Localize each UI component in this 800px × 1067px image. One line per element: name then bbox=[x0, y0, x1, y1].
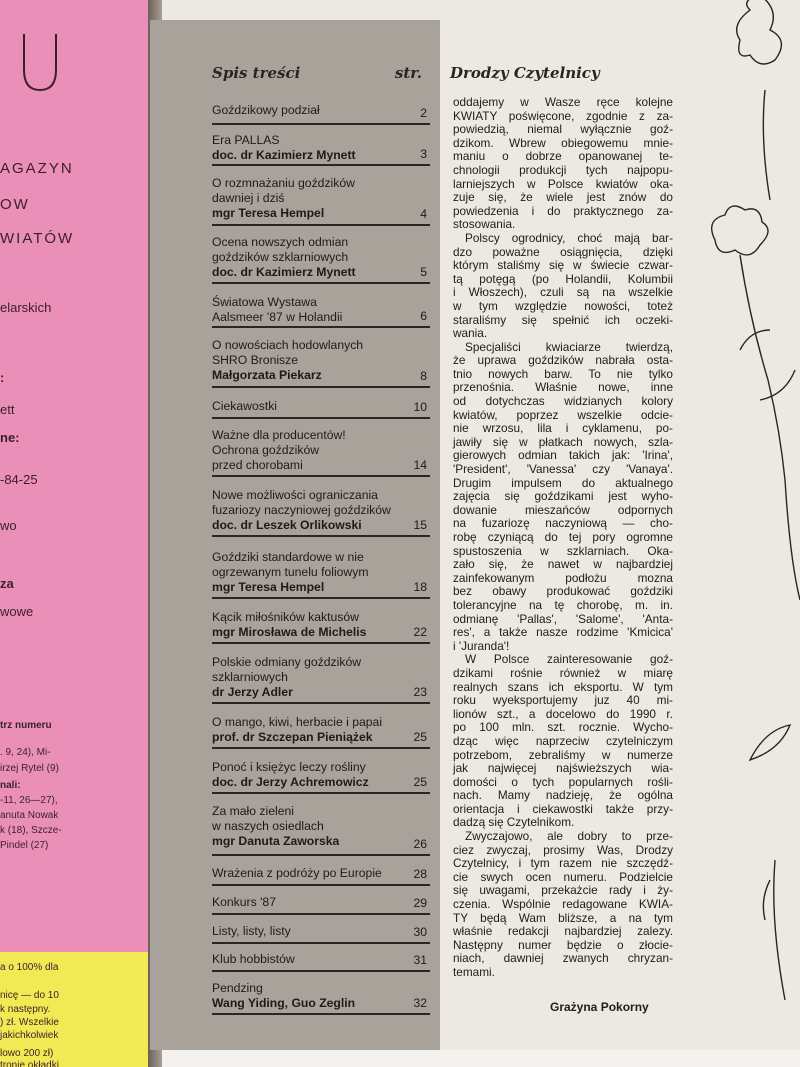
toc-entry bbox=[212, 488, 430, 537]
toc-entry-title: Ponoć i księżyc leczy rośliny bbox=[212, 760, 366, 774]
toc-entry-author: doc. dr Kazimierz Mynett bbox=[212, 148, 356, 162]
toc-entry-title: Za mało zieleni bbox=[212, 804, 294, 818]
toc-page-label: str. bbox=[394, 64, 422, 82]
toc-entry-author: Wang Yiding, Guo Zeglin bbox=[212, 996, 356, 1010]
toc-entry-page: 6 bbox=[420, 309, 427, 323]
toc-entry-page: 23 bbox=[413, 685, 427, 699]
letter-line: w tym względzie nowości, toteż bbox=[453, 298, 673, 313]
letter-line: nie wrzosu, lila i cyklamenu, po- bbox=[453, 421, 673, 436]
toc-entry-page: 30 bbox=[413, 925, 427, 939]
previous-page-line: k (18), Szcze- bbox=[0, 825, 62, 836]
toc-entry-title: fuzariozy naczyniowej goździków bbox=[212, 503, 391, 517]
toc-entry-page: 15 bbox=[413, 518, 427, 532]
toc-entry-page: 2 bbox=[420, 106, 427, 120]
toc-entry-page: 28 bbox=[413, 867, 427, 881]
letter-line: jawiły się w płatkach nowych, szla- bbox=[453, 434, 673, 449]
letter-line: spustoszenia w szklarniach. Oka- bbox=[453, 543, 673, 558]
letter-line: po 100 mln. szt. rocznie. Wycho- bbox=[453, 720, 673, 735]
logo-y-letter bbox=[20, 30, 60, 100]
toc-entry-title: Pendzing bbox=[212, 981, 263, 995]
next-spread-edge bbox=[162, 1050, 800, 1067]
letter-line: Następny numer będzie o złocie- bbox=[453, 937, 673, 952]
previous-page-line: elarskich bbox=[0, 300, 52, 315]
previous-page-line: ett bbox=[0, 402, 15, 417]
toc-entry bbox=[212, 866, 430, 886]
letter-line: KWIATY poświęcone, zgodnie z za- bbox=[453, 108, 673, 123]
letter-line: res', a także nasze rodzime 'Kmicica' bbox=[453, 625, 673, 640]
toc-entry bbox=[212, 428, 430, 477]
letter-line: czenia. Wspólnie redagowane KWIA- bbox=[453, 897, 673, 912]
letter-line: i 'Juranda'! bbox=[453, 638, 510, 653]
toc-entry-page: 5 bbox=[420, 265, 427, 279]
letter-line: zało się, że nawet w najbardziej bbox=[453, 557, 673, 572]
toc-entry bbox=[212, 103, 430, 125]
letter-line: tą potęgą (po Holandii, Kolumbii bbox=[453, 271, 673, 286]
previous-page-line: WIATÓW bbox=[0, 230, 75, 247]
letter-line: dzikom. Wbrew obiegowemu mnie- bbox=[453, 135, 673, 150]
toc-entry-title: SHRO Bronisze bbox=[212, 353, 299, 367]
toc-entry bbox=[212, 655, 430, 704]
toc-entry-title: Ważne dla producentów! bbox=[212, 428, 346, 442]
toc-entry-author: mgr Teresa Hempel bbox=[212, 206, 325, 220]
toc-entry bbox=[212, 133, 430, 166]
letter-line: że uprawa goździków nabrała osta- bbox=[453, 353, 673, 368]
previous-page-line: a o 100% dla bbox=[0, 962, 59, 973]
toc-entry-title: dawniej i dziś bbox=[212, 191, 285, 205]
toc-entry-page: 31 bbox=[413, 953, 427, 967]
toc-entry-author: mgr Mirosława de Michelis bbox=[212, 625, 367, 639]
toc-entry bbox=[212, 924, 430, 944]
letter-line: dowanie mieszańców odpornych bbox=[453, 502, 673, 517]
previous-page-line: nali: bbox=[0, 780, 21, 791]
letter-line: robę czyniącą do tej pory ogromne bbox=[453, 530, 673, 544]
letter-line: Polscy ogrodnicy, choć mają bar- bbox=[465, 230, 673, 245]
letter-line: Czytelnicy, i tym razem nie szczędź- bbox=[453, 856, 673, 871]
toc-entry-page: 26 bbox=[413, 837, 427, 851]
letter-line: gierowych odmian takich jak: 'Irina', bbox=[453, 448, 673, 463]
letter-line: odmianę 'Pallas', 'Salome', 'Anta- bbox=[453, 611, 673, 626]
toc-entry bbox=[212, 952, 430, 972]
previous-page-line: wo bbox=[0, 518, 17, 533]
toc-entry-page: 8 bbox=[420, 369, 427, 383]
letter-line: od dotychczas widzianych kolory bbox=[453, 394, 673, 409]
letter-line: dzo poważne osiągnięcia, dzięki bbox=[453, 244, 673, 259]
toc-entry-page: 29 bbox=[413, 896, 427, 910]
letter-line: TY będą Wam bliższe, a na tym bbox=[453, 910, 673, 925]
letter-line: jak najwięcej najświeższych wia- bbox=[453, 761, 673, 776]
toc-entry-title: Aalsmeer '87 w Holandii bbox=[212, 310, 343, 324]
letter-line: tnio nowych barw. To nie tylko bbox=[453, 366, 673, 381]
toc-entry-title: O mango, kiwi, herbacie i papai bbox=[212, 715, 383, 729]
previous-page-line: . 9, 24), Mi- bbox=[0, 747, 51, 758]
letter-line: domości o tych popularnych rośli- bbox=[453, 774, 673, 789]
toc-entry-title: goździków szklarniowych bbox=[212, 250, 349, 264]
toc-entry-title: Kącik miłośników kaktusów bbox=[212, 610, 359, 624]
letter-line: na fuzariozę naczyniową — cho- bbox=[453, 516, 673, 531]
toc-entry-title: ogrzewanym tunelu foliowym bbox=[212, 565, 369, 579]
toc-entry-author: mgr Teresa Hempel bbox=[212, 580, 325, 594]
letter-line: zuje się, że wiele jest znów do bbox=[453, 190, 673, 205]
letter-line: zajęcia się goździkami jest wyho- bbox=[453, 489, 673, 504]
toc-entry-title: O rozmnażaniu goździków bbox=[212, 176, 355, 190]
toc-entry-page: 10 bbox=[413, 400, 427, 414]
previous-page-line: ) zł. Wszelkie bbox=[0, 1017, 59, 1028]
previous-page-line: k następny. bbox=[0, 1004, 51, 1015]
letter-line: Specjaliści kwiaciarze twierdzą, bbox=[465, 339, 673, 354]
toc-entry-author: dr Jerzy Adler bbox=[212, 685, 293, 699]
toc-entry bbox=[212, 610, 430, 644]
toc-entry-title: Goździki standardowe w nie bbox=[212, 550, 364, 564]
toc-entry-title: Era PALLAS bbox=[212, 133, 280, 147]
toc-entry-page: 25 bbox=[413, 775, 427, 789]
letter-line: dadzą się Czytelnikom. bbox=[453, 815, 575, 830]
toc-entry-title: Listy, listy, listy bbox=[212, 924, 291, 938]
toc-entry-author: prof. dr Szczepan Pieniążek bbox=[212, 730, 373, 744]
letter-line: oddajemy w Wasze ręce kolejne bbox=[453, 95, 673, 109]
toc-entry bbox=[212, 176, 430, 226]
letter-line: Zwyczajowo, ale dobry to prze- bbox=[465, 829, 673, 844]
letter-line: chnologii produkcji tych najpopu- bbox=[453, 162, 673, 177]
previous-page-line: lowo 200 zł) bbox=[0, 1048, 54, 1059]
toc-entry-author: doc. dr Jerzy Achremowicz bbox=[212, 775, 369, 789]
previous-page-line: Pindel (27) bbox=[0, 840, 49, 851]
letter-line: lionów szt., a docelowo do 1990 r. bbox=[453, 706, 673, 721]
letter-line: temami. bbox=[453, 965, 495, 979]
toc-entry-title: Konkurs '87 bbox=[212, 895, 276, 909]
letter-line: orientacja i ciekawostki także przy- bbox=[453, 801, 673, 816]
letter-line: W Polsce zainteresowanie goź- bbox=[465, 652, 673, 667]
letter-line: roku wyeksportujemy juz 40 mi- bbox=[453, 693, 673, 708]
toc-entry-title: Ocena nowszych odmian bbox=[212, 235, 349, 249]
toc-entry bbox=[212, 338, 430, 388]
previous-page-line: ne: bbox=[0, 430, 20, 445]
previous-page-line: tronie okładki bbox=[0, 1060, 59, 1067]
toc-entry-title: Nowe możliwości ograniczania bbox=[212, 488, 378, 502]
toc-entry bbox=[212, 895, 430, 915]
letter-line: larniejszych w Polsce kwiatów oka- bbox=[453, 176, 673, 191]
toc-entry bbox=[212, 804, 430, 856]
letter-body bbox=[453, 96, 673, 980]
letter-line: ciez zwyczaj, prosimy Was, Drodzy bbox=[453, 842, 673, 857]
toc-heading bbox=[212, 64, 422, 82]
letter-line: potrzebom, zebraliśmy w numerze bbox=[453, 747, 673, 762]
previous-page-line: irzej Rytel (9) bbox=[0, 763, 59, 774]
letter-line: którym staliśmy się w świecie czwar- bbox=[453, 258, 673, 273]
toc-entry-author: doc. dr Kazimierz Mynett bbox=[212, 265, 356, 279]
previous-page-line: anuta Nowak bbox=[0, 810, 59, 821]
toc-entry-page: 14 bbox=[413, 458, 427, 472]
letter-line: właśnie redakcji najbardziej zalezy. bbox=[453, 924, 673, 939]
toc-title: Spis treści bbox=[212, 64, 301, 82]
previous-page-line: trz numeru bbox=[0, 720, 52, 731]
toc-entry-title: w naszych osiedlach bbox=[212, 819, 324, 833]
toc-entry-title: Ochrona goździków bbox=[212, 443, 320, 457]
previous-page-line: -84-25 bbox=[0, 472, 38, 487]
toc-entry-title: szklarniowych bbox=[212, 670, 288, 684]
letter-line: nach. Mamy nadzieję, że ogólna bbox=[453, 788, 673, 803]
previous-page-pink bbox=[0, 0, 148, 1067]
toc-entry-title: Ciekawostki bbox=[212, 399, 278, 413]
letter-line: bez obawy produkować goździki bbox=[453, 584, 673, 599]
letter-line: powiedzią, niemal wyłącznie goź- bbox=[453, 122, 673, 137]
carnation-illustration bbox=[690, 0, 800, 1067]
toc-entry-title: przed chorobami bbox=[212, 458, 303, 472]
letter-line: stosowania. bbox=[453, 217, 516, 232]
previous-page-line: OW bbox=[0, 196, 30, 213]
toc-entry bbox=[212, 235, 430, 284]
letter-line: realnych szans ich eksportu. W tym bbox=[453, 679, 673, 694]
letter-line: kwiatów, poprzez wszelkie odcie- bbox=[453, 407, 673, 422]
letter-line: cie swych ocen numeru. Podzielcie bbox=[453, 869, 673, 884]
previous-page-line: : bbox=[0, 370, 5, 385]
letter-line: staraliśmy się spełnić ich oczeki- bbox=[453, 312, 673, 327]
letter-line: się uwagami, przekażcie rady i ży- bbox=[453, 883, 673, 898]
letter-line: tolerancyjne na tę chorobę, m. in. bbox=[453, 597, 673, 612]
letter-line: powiedzenia i do praktycznego za- bbox=[453, 203, 673, 218]
toc-entry-title: Klub hobbistów bbox=[212, 952, 295, 966]
toc-entry bbox=[212, 550, 430, 599]
signature: Grażyna Pokorny bbox=[550, 1000, 649, 1014]
toc-entry-page: 22 bbox=[413, 625, 427, 639]
letter-line: wania. bbox=[453, 326, 488, 341]
toc-entry-title: O nowościach hodowlanych bbox=[212, 338, 364, 352]
toc-entry-title: Polskie odmiany goździków bbox=[212, 655, 362, 669]
toc-entry-title: Goździkowy podział bbox=[212, 103, 320, 117]
toc-entry bbox=[212, 760, 430, 794]
toc-entry-title: Wrażenia z podróży po Europie bbox=[212, 866, 382, 880]
letter-line: 'President', 'Vanessa' czy 'Vanaya'. bbox=[453, 462, 673, 477]
letter-line: dzikami rośnie również w miarę bbox=[453, 665, 673, 680]
toc-entry bbox=[212, 295, 430, 328]
letter-line: przenośnia. Właśnie nowe, inne bbox=[453, 380, 673, 395]
previous-page-line: za bbox=[0, 576, 14, 591]
toc-entry-title: Światowa Wystawa bbox=[212, 295, 317, 309]
previous-page-line: nicę — do 10 bbox=[0, 990, 59, 1001]
previous-page-line: jakichkolwiek bbox=[0, 1030, 59, 1041]
toc-entry-page: 32 bbox=[413, 996, 427, 1010]
letter-line: dząc więc naprzeciw czytelniczym bbox=[453, 733, 673, 748]
toc-entry bbox=[212, 399, 430, 419]
letter-line: Drugim impulsem do aktualnego bbox=[453, 475, 673, 490]
toc-entry-author: mgr Danuta Zaworska bbox=[212, 834, 340, 848]
letter-heading: Drodzy Czytelnicy bbox=[450, 64, 600, 82]
letter-line: maniu o dobrze opanowanej te- bbox=[453, 149, 673, 164]
toc-entry bbox=[212, 981, 430, 1015]
toc-entry-page: 18 bbox=[413, 580, 427, 594]
letter-line: zainfekowanym podłożu mozna bbox=[453, 570, 673, 585]
previous-page-line: wowe bbox=[0, 604, 34, 619]
letter-line: i Włoszech), czuli są na wszelkie bbox=[453, 285, 673, 300]
previous-page-line: AGAZYN bbox=[0, 160, 74, 177]
toc-entry-page: 4 bbox=[420, 207, 427, 221]
toc-entry-page: 3 bbox=[420, 147, 427, 161]
toc-entry bbox=[212, 715, 430, 749]
toc-entry-author: Małgorzata Piekarz bbox=[212, 368, 322, 382]
previous-page-line: -11, 26—27), bbox=[0, 795, 58, 806]
letter-line: niach, dawniej zwanych chryzan- bbox=[453, 951, 673, 966]
toc-entry-author: doc. dr Leszek Orlikowski bbox=[212, 518, 362, 532]
toc-entry-page: 25 bbox=[413, 730, 427, 744]
